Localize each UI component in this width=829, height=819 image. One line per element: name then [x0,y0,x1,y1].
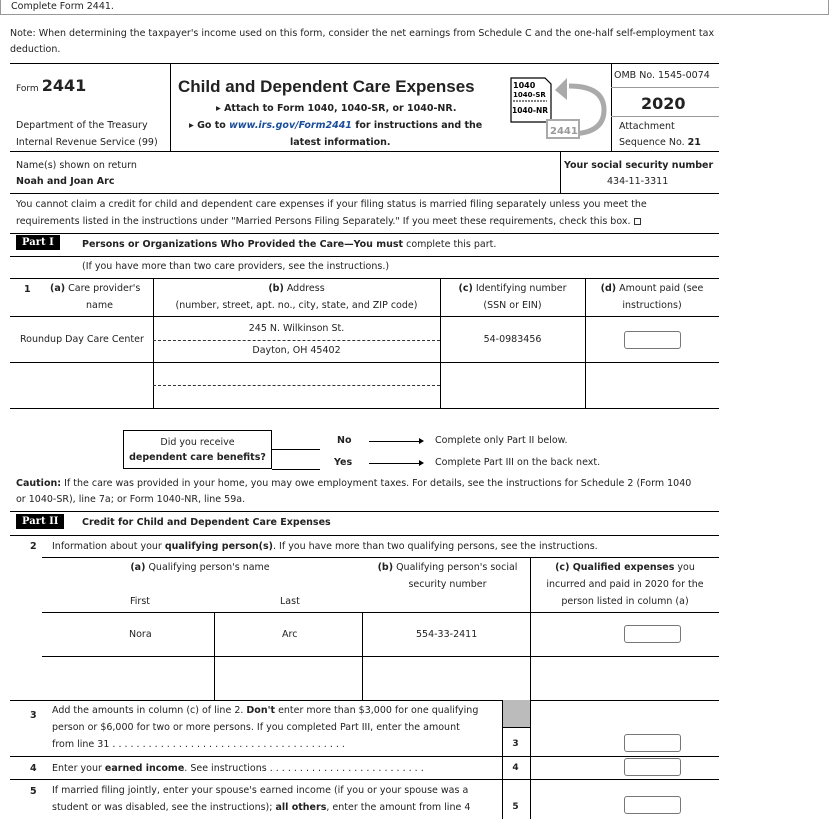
svg-text:1040-SR: 1040-SR [513,91,546,99]
note-text: Note: When determining the taxpayer's income used on this form, consider the net earnings from Schedule C and the one-half self-employment tax deduction. [10,28,715,55]
benefits-no-result: Complete only Part II below. [435,435,568,446]
department-line-2: Internal Revenue Service (99) [16,137,158,148]
col-b-header: (b) Address [268,283,325,294]
svg-text:1040-NR: 1040-NR [512,106,549,115]
form-number: 2441 [41,76,87,95]
line5-text-1: If married filing jointly, enter your spouse's earned income (if you or your spouse was a [52,785,469,796]
line3-input[interactable] [624,734,681,752]
p2-col-c-header-2: incurred and paid in 2020 for the [546,579,704,590]
amount-paid-input-1[interactable] [624,331,681,349]
qualifying-first-name: Nora [129,629,152,640]
part1-title: Persons or Organizations Who Provided the Care—You must complete this part. [82,239,497,250]
provider-address-1: 245 N. Wilkinson St. [248,323,345,334]
goto-instruction-line-2: latest information. [290,137,391,148]
line3-text-2: person or $6,000 for two or more persons. If you completed Part III, enter the amount [52,722,460,733]
col-b-header-2: (number, street, apt. no., city, state, and ZIP code) [175,300,418,311]
col-a-header: (a) Care provider's [50,283,141,294]
attachment-label: Attachment [619,121,675,132]
caution-line-1: Caution: If the care was provided in your home, you may owe employment taxes. For details, see the instructions for Schedule 2 (Form 1040 [16,478,692,489]
svg-text:2441: 2441 [550,126,578,137]
line3-number: 3 [30,710,37,721]
goto-instruction: ▸ Go to www.irs.gov/Form2441 for instructions and the [189,120,483,131]
part2-title: Credit for Child and Dependent Care Expenses [82,517,331,528]
qualifying-ssn: 554-33-2411 [416,629,478,640]
line5-text-2: student or was disabled, see the instructions); all others, enter the amount from line 4 [52,802,471,813]
line3-text-3: from line 31 . . . . . . . . . . . . . . . . . . . . . . . . . . . . . . . . . . . . . . . [52,739,345,750]
p2-col-c-header: (c) Qualified expenses you [555,562,695,573]
line3-box-label: 3 [512,739,519,749]
line4-input[interactable] [624,758,681,776]
qualified-expenses-input-1[interactable] [624,625,681,643]
mfs-notice-2: requirements listed in the instructions under "Married Persons Filing Separately." If you meet these requirements, check this box. [16,216,641,227]
line5-number: 5 [30,786,37,797]
p2-col-c-header-3: person listed in column (a) [561,596,689,607]
form-label: Form 2441 [16,76,87,95]
ssn-label: Your social security number [564,160,714,171]
benefits-q2: dependent care benefits? [129,452,266,463]
col-a-header-2: name [86,300,113,311]
col-d-header: (d) Amount paid (see [600,283,704,294]
benefits-q1: Did you receive [160,437,235,448]
irs-link[interactable]: www.irs.gov/Form2441 [229,120,352,131]
last-name-header: Last [280,596,300,607]
line2-number: 2 [30,541,37,552]
p2-col-b-header-2: security number [408,579,487,590]
provider-id: 54-0983456 [483,334,542,345]
department-line-1: Department of the Treasury [16,120,148,131]
provider-name: Roundup Day Care Center [20,334,144,345]
mfs-checkbox[interactable] [634,218,641,225]
part1-subtitle: (If you have more than two care providers, see the instructions.) [82,261,390,272]
benefits-yes: Yes [334,457,353,468]
svg-text:1040: 1040 [513,81,536,90]
p2-col-a-header: (a) Qualifying person's name [130,562,270,573]
part2-badge: Part II [16,514,64,529]
benefits-yes-result: Complete Part III on the back next. [435,457,601,468]
col-c-header: (c) Identifying number [458,283,567,294]
form-title: Child and Dependent Care Expenses [178,77,475,96]
form-stack-icon [509,76,607,144]
tax-year: 2020 [641,94,686,113]
provider-address-2: Dayton, OH 45402 [252,345,341,356]
line4-box-label: 4 [512,763,519,773]
benefits-no: No [337,435,352,446]
qualifying-last-name: Arc [282,629,298,640]
names-label: Name(s) shown on return [16,160,137,171]
ssn-value: 434-11-3311 [607,176,669,187]
col-d-header-2: instructions) [622,300,682,311]
line2-text: Information about your qualifying person(s). If you have more than two qualifying persons, see the instructions. [52,541,598,552]
mfs-notice-1: You cannot claim a credit for child and dependent care expenses if your filing status is married filing separately unless you meet the [16,199,647,210]
line5-box-label: 5 [512,802,519,812]
line4-text: Enter your earned income. See instructions . . . . . . . . . . . . . . . . . . . . . . . . . . [52,763,424,774]
col-c-header-2: (SSN or EIN) [483,300,542,311]
omb-number: OMB No. 1545-0074 [614,70,710,81]
first-name-header: First [130,596,150,607]
sequence-number: Sequence No. 21 [619,137,701,148]
line4-number: 4 [30,763,37,774]
line3-text-1: Add the amounts in column (c) of line 2. Don't enter more than $3,000 for one qualifying [52,705,479,716]
caution-line-2: or 1040-SR), line 7a; or Form 1040-NR, line 59a. [16,494,246,505]
benefits-question-box [123,430,272,469]
part1-badge: Part I [16,235,60,250]
top-title: Complete Form 2441. [11,1,114,12]
top-instruction-bar [0,0,829,15]
attach-instruction: ▸ Attach to Form 1040, 1040-SR, or 1040-NR. [216,103,457,114]
line5-input[interactable] [624,796,681,814]
p2-col-b-header: (b) Qualifying person's social [377,562,518,573]
names-value: Noah and Joan Arc [16,176,115,187]
shaded-cell [502,700,530,727]
line1-number: 1 [24,284,31,295]
